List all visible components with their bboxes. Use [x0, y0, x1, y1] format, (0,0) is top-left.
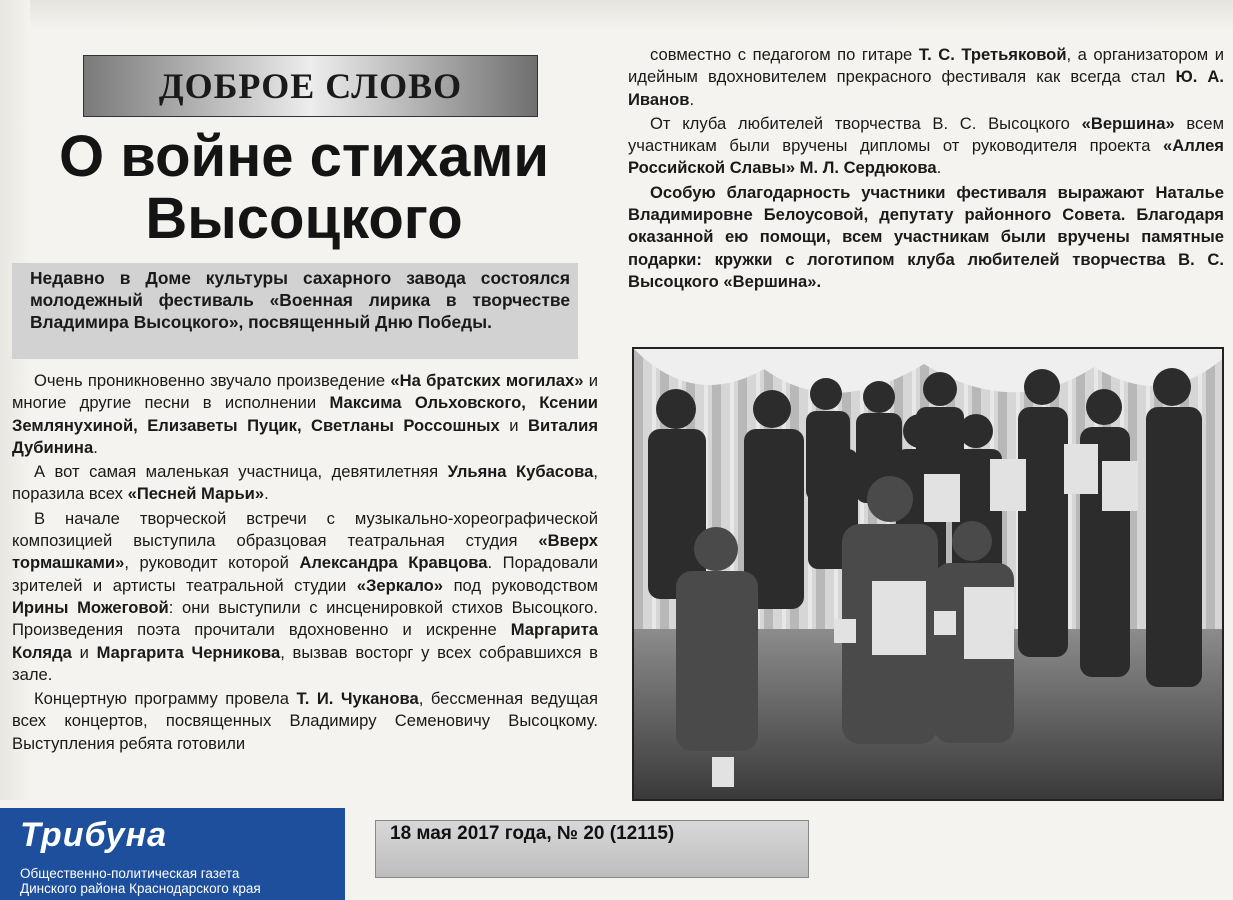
bold-run: «Вершина» [1081, 113, 1175, 133]
bold-run: Максима Ольховского, Ксении Землянухиной, Елизаветы Пуцик, Светланы Россошных [12, 393, 598, 435]
text-run: и [71, 642, 97, 662]
tagline-line-2: Динского района Краснодарского края [20, 881, 261, 896]
text-run: : они выступили с инсценировкой стихов Высоцкого. Произведения поэта прочитали вдохновенно и искренне [12, 597, 599, 640]
bold-run: Ирины Можеговой [12, 597, 169, 617]
issue-date-label: 18 мая 2017 года, № 20 (12115) [390, 823, 675, 844]
text-run: От клуба любителей творчества В. С. Высоцкого [650, 113, 1082, 133]
issue-dateline [375, 820, 809, 878]
text-run: совместно с педагогом по гитаре [650, 45, 919, 64]
text-run: . [689, 89, 695, 109]
text-run: . [93, 437, 98, 457]
headline-line-1: О войне стихами [59, 124, 549, 189]
bold-run: Особую благодарность участники фестиваля выражают Наталье Владимировне Белоусовой, депутату районного Совета. Благодаря оказанной ею помощи, всем участникам были вручены памятные подарки: кружки с логотипом клуба любителей творчества В. С. Высоцкого «Вершина». [628, 182, 1224, 291]
masthead-logo [0, 808, 345, 900]
bold-run: Маргарита Коляда [12, 620, 598, 662]
paragraph [12, 461, 598, 506]
tagline-line-1: Общественно-политическая газета [20, 866, 240, 881]
bold-run: «Вверх тормашками» [12, 531, 598, 573]
bold-run: Ульяна Кубасова [447, 462, 594, 482]
bold-run: Т. И. Чуканова [296, 689, 419, 709]
text-run: . [264, 484, 269, 504]
text-run: В начале творческой встречи с музыкально-хореографической композицией выступила образцовая театральная студия [12, 508, 598, 551]
text-run: , вызвав восторг у всех собравшихся в зале. [12, 642, 598, 684]
paragraph [628, 113, 1224, 180]
group-photo-illustration [634, 349, 1222, 799]
article-headline [24, 126, 584, 250]
previous-page-bleed [0, 0, 1233, 30]
article-column-right [628, 44, 1224, 293]
text-run: и многие другие песни в исполнении [12, 371, 599, 413]
headline-line-2: Высоцкого [145, 186, 463, 251]
group-photo [632, 347, 1224, 801]
bold-run: «Аллея Российской Славы» М. Л. Сердюкова [628, 136, 1224, 178]
text-run: Концертную программу провела [34, 689, 297, 709]
text-run: , бессменная ведущая всех концертов, посвященных Владимиру Семеновичу Высоцкому. Выступления ребята готовили [12, 689, 598, 753]
bold-run: Т. С. Третьяковой [918, 45, 1067, 64]
text-run: Очень проникновенно звучало произведение [34, 371, 391, 390]
bold-run: Ю. А. Иванов [628, 67, 1224, 109]
paragraph [628, 44, 1224, 111]
bold-run: «Песней Марьи» [127, 484, 265, 504]
text-run: , поразила всех [12, 462, 599, 504]
text-run: . Порадовали зрителей и артисты театральной студии [12, 553, 598, 595]
rubric-banner [83, 55, 538, 117]
bold-run: «На братских могилах» [390, 371, 584, 390]
newspaper-name: Трибуна [20, 816, 168, 854]
bold-run: Александра Кравцова [299, 553, 488, 573]
article-lead: Недавно в Доме культуры сахарного завода состоялся молодежный фестиваль «Военная лирика в творчестве Владимира Высоцкого», посвященный Дню Победы. [12, 263, 578, 359]
paragraph [628, 182, 1224, 293]
paragraph [12, 370, 598, 459]
paragraph [12, 688, 598, 755]
text-run: А вот самая маленькая участница, девятилетняя [34, 462, 448, 482]
text-run: , а организатором и идейным вдохновителем прекрасного фестиваля как всегда стал [628, 45, 1224, 87]
text-run: под руководством [443, 575, 598, 595]
text-run: . [936, 158, 942, 178]
text-run: всем участникам были вручены дипломы от руководителя проекта [628, 113, 1224, 156]
newspaper-tagline [20, 866, 261, 896]
text-run: , руководит которой [124, 553, 300, 573]
rubric-label: ДОБРОЕ СЛОВО [158, 66, 463, 106]
bold-run: «Зеркало» [356, 575, 444, 595]
text-run: и [499, 415, 529, 435]
bold-run: Маргарита Черникова [96, 642, 281, 662]
article-column-left [12, 370, 598, 755]
bold-run: Виталия Дубинина [12, 415, 599, 457]
paragraph [12, 508, 598, 686]
